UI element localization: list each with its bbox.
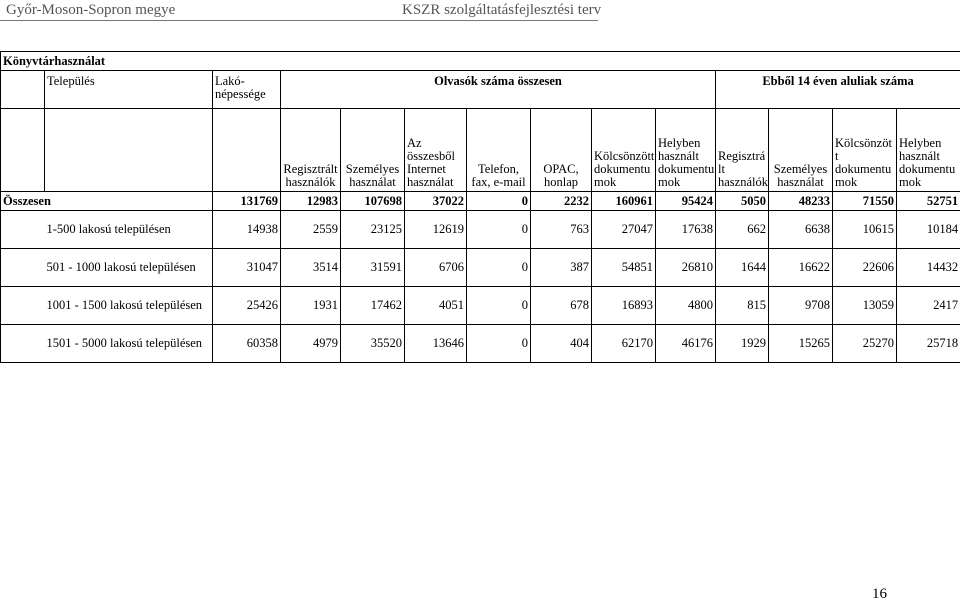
cell: 25270 [833, 325, 897, 363]
cell: 71550 [833, 192, 897, 211]
cell: 27047 [592, 211, 656, 249]
cell: 52751 [897, 192, 960, 211]
sub-header: Személyes használat [769, 109, 833, 192]
sub-header: Telefon, fax, e-mail [467, 109, 531, 192]
row-label: 501 - 1000 lakosú településen [45, 249, 213, 287]
col-header-lakonepesseg: Lakó- népessége [213, 71, 281, 109]
sub-header-row [1, 109, 960, 192]
cell: 2232 [531, 192, 592, 211]
cell: 48233 [769, 192, 833, 211]
table-row [1, 325, 960, 363]
header-rule [0, 20, 598, 21]
cell-lakonepesseg: 25426 [213, 287, 281, 325]
cell: 4979 [281, 325, 341, 363]
group-header-olvasok: Olvasók száma összesen [281, 71, 716, 109]
sub-header: Az összesből Internet használat [405, 109, 467, 192]
cell: 95424 [656, 192, 716, 211]
cell: 15265 [769, 325, 833, 363]
cell: 0 [467, 192, 531, 211]
cell: 9708 [769, 287, 833, 325]
cell: 6638 [769, 211, 833, 249]
sub-header: Regisztrált használók [281, 109, 341, 192]
table-row [1, 249, 960, 287]
library-usage-table [0, 51, 960, 363]
cell: 0 [467, 325, 531, 363]
cell: 37022 [405, 192, 467, 211]
cell: 387 [531, 249, 592, 287]
cell: 2559 [281, 211, 341, 249]
cell: 107698 [341, 192, 405, 211]
cell: 404 [531, 325, 592, 363]
cell: 678 [531, 287, 592, 325]
row-label: 1-500 lakosú településen [45, 211, 213, 249]
cell: 0 [467, 211, 531, 249]
sub-header: Személyes használat [341, 109, 405, 192]
sub-header: Regisztrá lt használók [716, 109, 769, 192]
table-row [1, 287, 960, 325]
cell: 31591 [341, 249, 405, 287]
sub-header: OPAC, honlap [531, 109, 592, 192]
cell: 23125 [341, 211, 405, 249]
cell: 17462 [341, 287, 405, 325]
sub-header: Helyben használt dokumentu mok [656, 109, 716, 192]
page-number: 16 [872, 586, 887, 603]
cell: 13059 [833, 287, 897, 325]
cell: 0 [467, 249, 531, 287]
cell: 12983 [281, 192, 341, 211]
cell-lakonepesseg: 14938 [213, 211, 281, 249]
cell: 0 [467, 287, 531, 325]
cell-lakonepesseg: 31047 [213, 249, 281, 287]
cell: 6706 [405, 249, 467, 287]
cell: 62170 [592, 325, 656, 363]
row-label: 1001 - 1500 lakosú településen [45, 287, 213, 325]
cell: 662 [716, 211, 769, 249]
cell: 1931 [281, 287, 341, 325]
cell: 5050 [716, 192, 769, 211]
cell: 815 [716, 287, 769, 325]
group-header-row [1, 71, 960, 109]
cell: 2417 [897, 287, 960, 325]
group-header-14-even-aluliak: Ebből 14 éven aluliak száma [716, 71, 960, 109]
col-header-telepules: Település [45, 71, 213, 109]
cell: 46176 [656, 325, 716, 363]
cell: 12619 [405, 211, 467, 249]
cell: 17638 [656, 211, 716, 249]
cell: 4051 [405, 287, 467, 325]
cell: 13646 [405, 325, 467, 363]
cell: 4800 [656, 287, 716, 325]
table-row [1, 211, 960, 249]
table-row-total [1, 192, 960, 211]
sub-header: Kölcsönzöt t dokumentu mok [833, 109, 897, 192]
cell: 3514 [281, 249, 341, 287]
sub-header: Kölcsönzött dokumentu mok [592, 109, 656, 192]
cell: 10615 [833, 211, 897, 249]
cell: 16893 [592, 287, 656, 325]
cell: 25718 [897, 325, 960, 363]
cell: 1644 [716, 249, 769, 287]
cell: 14432 [897, 249, 960, 287]
cell: 26810 [656, 249, 716, 287]
cell-lakonepesseg: 60358 [213, 325, 281, 363]
header-county: Győr-Moson-Sopron megye [6, 2, 175, 19]
row-label: 1501 - 5000 lakosú településen [45, 325, 213, 363]
table-title-row [1, 52, 960, 71]
cell: 1929 [716, 325, 769, 363]
table-title: Könyvtárhasználat [1, 52, 960, 71]
cell: 54851 [592, 249, 656, 287]
cell-lakonepesseg: 131769 [213, 192, 281, 211]
cell: 160961 [592, 192, 656, 211]
cell: 22606 [833, 249, 897, 287]
cell: 35520 [341, 325, 405, 363]
row-label: Összesen [1, 192, 213, 211]
sub-header: Helyben használt dokumentu mok [897, 109, 960, 192]
cell: 763 [531, 211, 592, 249]
header-document-title: KSZR szolgáltatásfejlesztési terv [402, 2, 601, 19]
cell: 16622 [769, 249, 833, 287]
cell: 10184 [897, 211, 960, 249]
